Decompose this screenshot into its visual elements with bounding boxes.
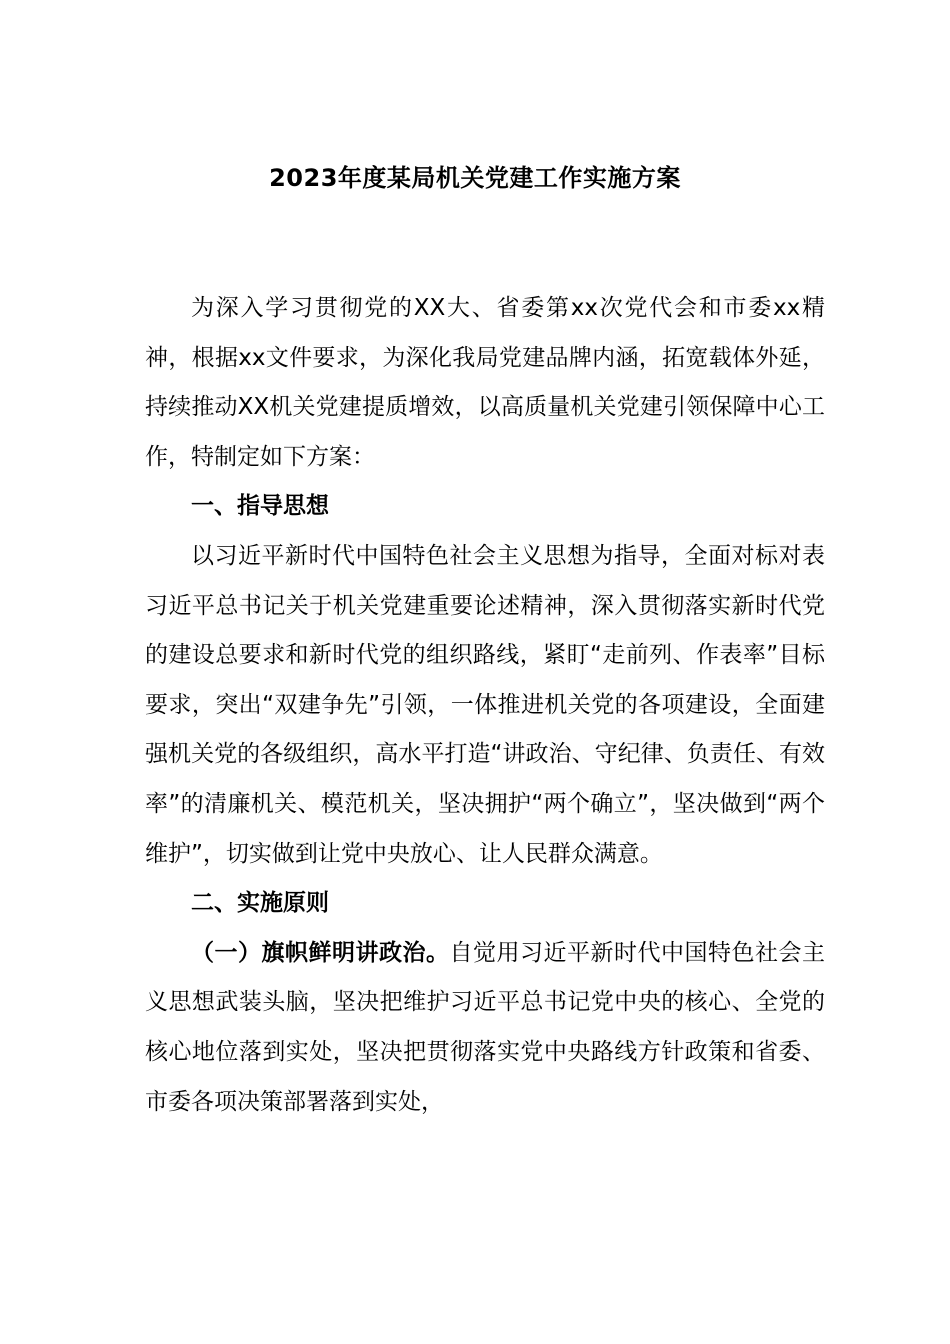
principle-item-1 <box>145 929 825 1127</box>
document-title: 2023年度某局机关党建工作实施方案 <box>269 164 681 192</box>
principle-item-1-text: 自觉用习近平新时代中国特色社会主义思想武装头脑，坚决把维护习近平总书记党中央的核心、全党的核心地位落到实处，坚决把贯彻落实党中央路线方针政策和省委、市委各项决策部署落到实处， <box>145 939 825 1115</box>
section-heading-principles: 二、实施原则 <box>191 890 329 917</box>
principle-item-1-lead: （一）旗帜鲜明讲政治。 <box>191 939 450 966</box>
intro-paragraph: 为深入学习贯彻党的XX大、省委第xx次党代会和市委xx精神，根据xx文件要求，为深化我局党建品牌内涵，拓宽载体外延，持续推动XX机关党建提质增效，以高质量机关党建引领保障中心工作，特制定如下方案： <box>145 295 825 470</box>
section-heading-guiding-thought: 一、指导思想 <box>191 493 329 520</box>
guiding-thought-paragraph: 以习近平新时代中国特色社会主义思想为指导，全面对标对表习近平总书记关于机关党建重要论述精神，深入贯彻落实新时代党的建设总要求和新时代党的组织路线，紧盯“走前列、作表率”目标要求，突出“双建争先”引领，一体推进机关党的各项建设，全面建强机关党的各级组织，高水平打造“讲政治、守纪律、负责任、有效率”的清廉机关、模范机关，坚决拥护“两个确立”，坚决做到“两个维护”，切实做到让党中央放心、让人民群众满意。 <box>145 542 825 867</box>
document-body <box>145 284 825 1127</box>
